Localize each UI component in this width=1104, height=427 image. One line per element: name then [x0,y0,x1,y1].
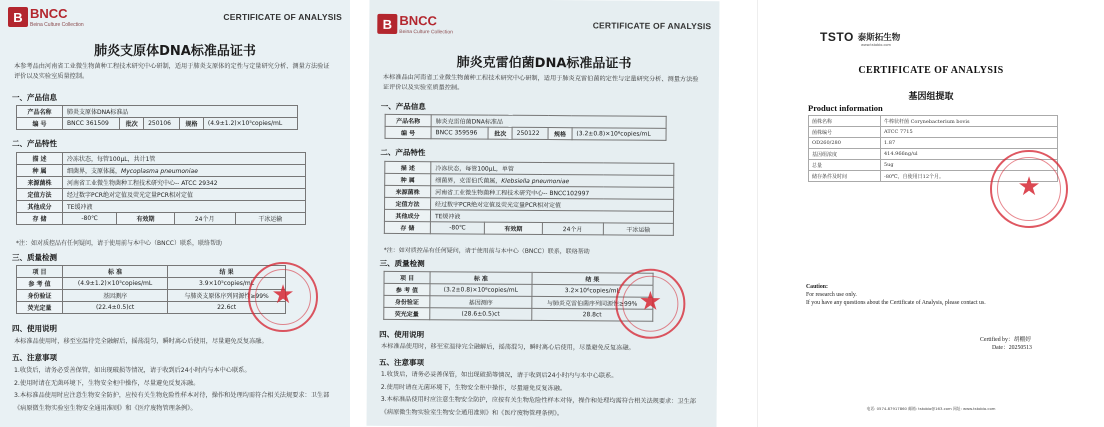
certified-date: 20250513 [1008,345,1032,351]
tsto-logo-url: www.tstobio.com [861,43,891,47]
note-text: *注：如对质控品有任何疑问，请于使用前与本中心（BNCC）联系，联络帮助 [16,240,222,247]
certification-block: Certified by：胡棚婷 Date：20250513 [980,337,1032,351]
bncc-logo-icon: B [8,7,28,27]
usage-text: 本标准品使用时，移至室温待完全融解后，摇荡混匀，瞬时离心后使用，尽量避免反复冻融。 [381,342,635,352]
product-properties-table: 描 述 冷冻状态，每管100μL，共计1管 种 属 细菌界，支原体属，Mycoplasma pneumoniae 来源菌株 河南省工业微生物菌种工程技术研究中心-- ATCC 29342 定值方法 经过数字PCR绝对定值及荧光定量PCR相对定值 其他成分 TE缓冲液 存 储 -80℃ 有效期 24个月 干冰运输 [16,152,306,225]
section-product-properties: 二、产品特性 [380,147,426,158]
table-row: 菌株名称 牛棒状杆菌 Corynebacterium bovis [809,116,1058,127]
caution-item: 3.本标准品使用时应注意生物安全防护，应按有关生物危险性样本对待，操作和处理均需符合相关法规要求：卫生部《病原微生物实验室生物安全通用准则》和《医疗废物管理条例》。 [14,392,330,412]
product-properties-table: 描 述 冷冻状态，每管100μL，单管 种 属 细菌界，克雷伯氏菌属，Klebsiella pneumoniae 来源菌株 河南省工业微生物菌种工程技术研究中心-- BNCC102997 定值方法 经过数字PCR绝对定值及荧光定量PCR相对定值 其他成分 TE缓冲液 存 储 -80℃ 有效期 24个月 干冰运输 [384,161,675,236]
page-subtitle: 基因组提取 [908,92,954,102]
bncc-logo: B BNCC Beina Culture Collection [8,6,84,28]
usage-text: 本标准品使用时，移至室温待完全融解后，摇荡混匀，瞬时离心后使用，尽量避免反复冻融。 [14,338,268,345]
section-quality-check: 三、质量检测 [379,258,425,269]
note-text: *注：如对质控品有任何疑问，请于使用前与本中心（BNCC）联系，联络帮助 [383,246,590,256]
section-product-info: 一、产品信息 [12,93,57,102]
section-usage: 四、使用说明 [12,324,57,333]
bncc-logo: B BNCC Beina Culture Collection [377,13,453,36]
certificate-klebsiella [367,0,720,427]
seal-star-icon: ★ [638,286,663,317]
certificate-mycoplasma [0,0,350,427]
tsto-logo-mark: TSTO [820,30,854,44]
intro-paragraph: 本标准品由河南省工业微生物菌种工程技术研究中心研制，适用于肺炎克雷伯菌的定性与定量研究分析、测量方法验证评价以及实验室质量控制。 [382,73,699,92]
certified-name: 胡棚婷 [1013,337,1032,343]
section-product-info: 一、产品信息 [380,101,426,112]
cautions-list [381,369,703,421]
section-cautions: 五、注意事项 [12,353,57,362]
caution-item: 2.使用时请在无菌环境下，生物安全柜中操作，尽量避免反复冻融。 [380,383,567,392]
table-row: OD260/280 1.87 [809,138,1058,149]
table-row: 储存条件及时间 -80℃，自使用日12个月。 [809,171,1058,182]
tsto-logo [820,30,901,47]
official-seal [248,262,318,332]
caution-item: 3.本标准品使用时应注意生物安全防护，应按有关生物危险性样本对待，操作和处理均需符合相关法规要求：卫生部《病原微生物实验室生物安全通用准则》和《医疗废物管理条例》。 [380,395,696,417]
product-info-table: 产品名称 肺炎克雷伯菌DNA标准品 编 号 BNCC 359596 批次 250122 规格 (3.2±0.8)×10⁶copies/mL [385,114,667,141]
table-row: 菌株编号 ATCC 7715 [809,127,1058,138]
certificate-header [8,6,342,32]
coa-header: CERTIFICATE OF ANALYSIS [223,12,342,22]
caution-item: 1.收货后，请务必妥善保管，如出现破损等情况，请于收到后24小时内与本中心联系。 [14,367,251,374]
section-quality-check: 三、质量检测 [12,253,57,262]
section-cautions: 五、注意事项 [378,357,424,368]
official-seal [615,269,685,339]
official-seal [990,150,1068,228]
footer-contact: 电话: 0574-87917860 邮箱: tstobio@163.com 网址: www.tstobio.com [866,406,996,411]
certificate-genome-extraction [757,0,1104,427]
quality-check-table: 项 目 标 准 结 果 参 考 值 (3.2±0.8)×10⁶copies/mL 3.2×10⁶copies/mL 身份验证 基因测序 与肺炎克雷伯菌序列同源性≥99% 荧光定量 (28.6±0.5)ct 28.8ct [383,271,653,322]
product-info-table: 产品名称 肺炎支原体DNA标准品 编 号 BNCC 361509 批次 250106 规格 (4.9±1.2)×10⁵copies/mL [16,105,298,130]
caution-item: 1.收货后，请务必妥善保管，如出现破损等情况，请于收到后24小时内与本中心联系。 [380,370,618,380]
seal-star-icon: ★ [271,280,295,310]
coa-header: CERTIFICATE OF ANALYSIS [592,20,712,32]
product-info-heading: Product information [808,103,883,113]
section-usage: 四、使用说明 [379,329,425,340]
table-row: 基因组浓度 414.966ng/ul [809,149,1058,160]
certificate-header [377,13,711,41]
bncc-logo-icon: B [377,14,397,34]
table-row: 总量 5ug [809,160,1058,171]
caution-item: 2.使用时请在无菌环境下，生物安全柜中操作，尽量避免反复冻融。 [14,379,200,387]
page-title: 肺炎克雷伯菌DNA标准品证书 [456,55,632,72]
seal-star-icon: ★ [1017,172,1041,202]
tsto-logo-cn: 泰斯拓生物 [857,33,901,43]
cautions-list [14,365,336,415]
page-title: 肺炎支原体DNA标准品证书 [94,44,256,59]
section-product-properties: 二、产品特性 [12,139,57,148]
quality-check-table: 项 目 标 准 结 果 参 考 值 (4.9±1.2)×10⁵copies/mL 3.9×10⁵copies/mL 身份验证 基因测序 与肺炎支原体序列同源性≥99% 荧光定量 (22.4±0.5)ct 22.6ct [16,265,286,314]
coa-header: CERTIFICATE OF ANALYSIS [858,65,1004,76]
caution-block: Caution: For research use only. If you have any questions about the Certificate of Analysis, please contact us. [806,284,986,306]
intro-paragraph: 本参考品由河南省工业微生物菌种工程技术研究中心研制，适用于肺炎支原体的定性与定量研究分析、测量方法验证评价以及实验室质量控制。 [14,63,330,80]
